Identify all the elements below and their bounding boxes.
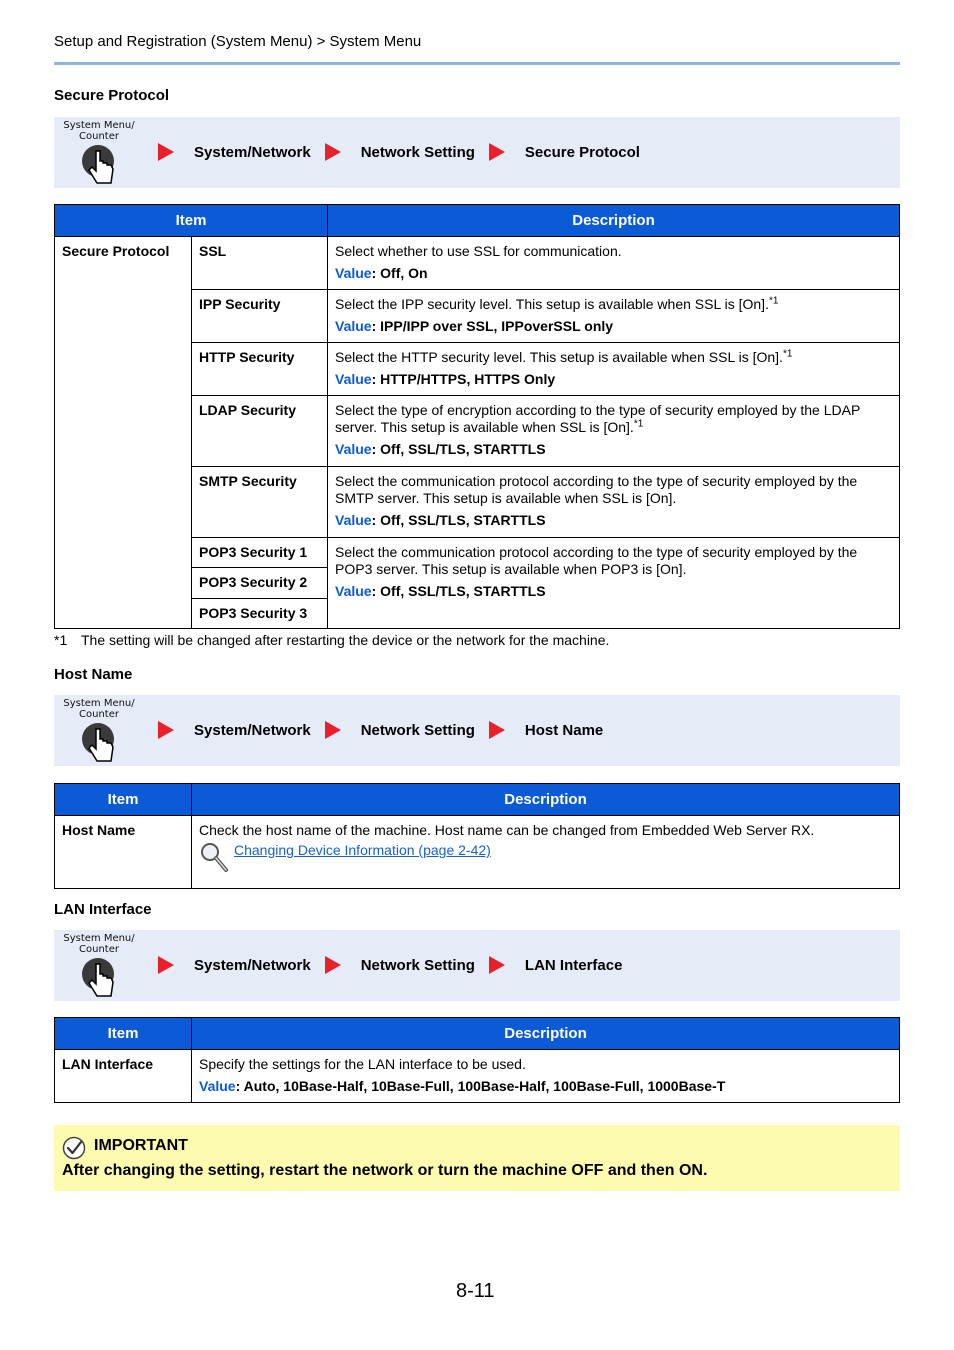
play-arrow-icon xyxy=(489,143,505,161)
value-text: : Auto, 10Base-Half, 10Base-Full, 100Base-Half, 100Base-Full, 1000Base-T xyxy=(235,1078,726,1094)
value-line xyxy=(335,583,892,600)
header-rule xyxy=(54,62,900,65)
value-line xyxy=(335,265,892,282)
value-line xyxy=(335,441,892,458)
description-text: Select the type of encryption according to the type of security employed by the LDAP server. This setup is available when SSL is [On]. xyxy=(335,402,861,435)
row-description xyxy=(328,237,900,290)
system-menu-label: System Menu/ Counter xyxy=(63,933,135,955)
value-line xyxy=(199,1078,892,1095)
description-text: Select whether to use SSL for communication. xyxy=(335,243,622,259)
footnote-mark: *1 xyxy=(54,632,68,648)
footnote xyxy=(54,632,609,648)
section-title-host-name: Host Name xyxy=(54,666,133,683)
value-key: Value xyxy=(335,265,372,281)
nav-crumb-system-network: System/Network xyxy=(194,956,311,974)
group-label: Secure Protocol xyxy=(55,237,192,629)
page-header: Setup and Registration (System Menu) > System Menu xyxy=(54,33,422,50)
table-header-row xyxy=(55,205,900,237)
nav-breadcrumb xyxy=(158,719,617,741)
nav-breadcrumb xyxy=(158,141,654,163)
row-item: IPP Security xyxy=(192,290,328,343)
system-menu-hand-icon xyxy=(78,958,124,1000)
value-line xyxy=(335,318,892,335)
value-text: : HTTP/HTTPS, HTTPS Only xyxy=(371,371,556,387)
nav-crumb-lan-interface: LAN Interface xyxy=(524,956,623,974)
description-text: Specify the settings for the LAN interface to be used. xyxy=(199,1056,526,1072)
host-name-table xyxy=(54,783,900,889)
important-note xyxy=(54,1125,900,1191)
row-item: LAN Interface xyxy=(55,1050,192,1103)
value-text: : IPP/IPP over SSL, IPPoverSSL only xyxy=(371,318,614,334)
row-item: Host Name xyxy=(55,816,192,889)
description-text: Select the communication protocol according to the type of security employed by the SMTP server. This setup is available when SSL is [On]. xyxy=(335,473,858,506)
reference-link-row xyxy=(199,841,892,873)
value-text: : Off, SSL/TLS, STARTTLS xyxy=(371,512,546,528)
play-arrow-icon xyxy=(489,721,505,739)
value-key: Value xyxy=(199,1078,236,1094)
system-menu-hand-icon xyxy=(78,145,124,187)
row-description xyxy=(328,467,900,538)
table-row xyxy=(55,1050,900,1103)
table-header-row xyxy=(55,784,900,816)
value-text: : Off, SSL/TLS, STARTTLS xyxy=(371,583,546,599)
play-arrow-icon xyxy=(325,143,341,161)
row-item: POP3 Security 1 xyxy=(192,538,328,568)
table-row xyxy=(55,237,900,290)
description-text: Check the host name of the machine. Host name can be changed from Embedded Web Server RX. xyxy=(199,822,815,838)
value-line xyxy=(335,512,892,529)
nav-crumb-system-network: System/Network xyxy=(194,143,311,161)
description-text: Select the IPP security level. This setup is available when SSL is [On]. xyxy=(335,296,769,312)
nav-path-lan-interface xyxy=(54,930,900,1001)
changing-device-information-link[interactable]: Changing Device Information (page 2-42) xyxy=(234,842,491,858)
value-text: : Off, SSL/TLS, STARTTLS xyxy=(371,441,546,457)
row-description xyxy=(192,816,900,889)
play-arrow-icon xyxy=(325,721,341,739)
important-title: IMPORTANT xyxy=(94,1137,188,1154)
nav-path-host-name xyxy=(54,695,900,766)
nav-crumb-network-setting: Network Setting xyxy=(360,956,475,974)
row-item: SMTP Security xyxy=(192,467,328,538)
nav-crumb-system-network: System/Network xyxy=(194,721,311,739)
system-menu-label: System Menu/ Counter xyxy=(63,698,135,720)
play-arrow-icon xyxy=(325,956,341,974)
system-menu-hand-icon xyxy=(78,723,124,765)
important-text: After changing the setting, restart the network or turn the machine OFF and then ON. xyxy=(62,1162,708,1179)
column-header-description: Description xyxy=(192,1018,900,1050)
section-title-secure-protocol: Secure Protocol xyxy=(54,87,170,104)
section-title-lan-interface: LAN Interface xyxy=(54,901,152,918)
value-key: Value xyxy=(335,441,372,457)
column-header-item: Item xyxy=(55,784,192,816)
play-arrow-icon xyxy=(158,143,174,161)
lan-interface-table xyxy=(54,1017,900,1103)
nav-path-secure-protocol xyxy=(54,117,900,188)
nav-crumb-secure-protocol: Secure Protocol xyxy=(524,143,640,161)
magnifier-icon xyxy=(199,841,229,873)
nav-crumb-network-setting: Network Setting xyxy=(360,721,475,739)
secure-protocol-table xyxy=(54,204,900,629)
description-text: Select the HTTP security level. This setup is available when SSL is [On]. xyxy=(335,349,783,365)
row-description xyxy=(328,396,900,467)
check-circle-icon xyxy=(62,1136,86,1160)
row-item: POP3 Security 2 xyxy=(192,568,328,599)
row-description xyxy=(328,343,900,396)
row-description xyxy=(192,1050,900,1103)
column-header-description: Description xyxy=(328,205,900,237)
column-header-item: Item xyxy=(55,205,328,237)
page-number: 8-11 xyxy=(456,1280,495,1302)
row-item: LDAP Security xyxy=(192,396,328,467)
row-item: SSL xyxy=(192,237,328,290)
table-row xyxy=(55,816,900,889)
value-text: : Off, On xyxy=(371,265,428,281)
value-key: Value xyxy=(335,318,372,334)
footnote-ref: *1 xyxy=(782,348,793,360)
footnote-text: The setting will be changed after restarting the device or the network for the machine. xyxy=(81,632,610,648)
table-header-row xyxy=(55,1018,900,1050)
row-description xyxy=(328,290,900,343)
value-key: Value xyxy=(335,371,372,387)
column-header-description: Description xyxy=(192,784,900,816)
column-header-item: Item xyxy=(55,1018,192,1050)
nav-crumb-network-setting: Network Setting xyxy=(360,143,475,161)
nav-crumb-host-name: Host Name xyxy=(524,721,604,739)
nav-breadcrumb xyxy=(158,954,636,976)
play-arrow-icon xyxy=(489,956,505,974)
value-key: Value xyxy=(335,512,372,528)
footnote-ref: *1 xyxy=(633,418,644,430)
value-key: Value xyxy=(335,583,372,599)
description-text: Select the communication protocol according to the type of security employed by the POP3 server. This setup is available when POP3 is [On]. xyxy=(335,544,858,577)
system-menu-label: System Menu/ Counter xyxy=(63,120,135,142)
play-arrow-icon xyxy=(158,721,174,739)
row-item: POP3 Security 3 xyxy=(192,599,328,629)
play-arrow-icon xyxy=(158,956,174,974)
row-description xyxy=(328,538,900,629)
footnote-ref: *1 xyxy=(768,295,779,307)
row-item: HTTP Security xyxy=(192,343,328,396)
value-line xyxy=(335,371,892,388)
